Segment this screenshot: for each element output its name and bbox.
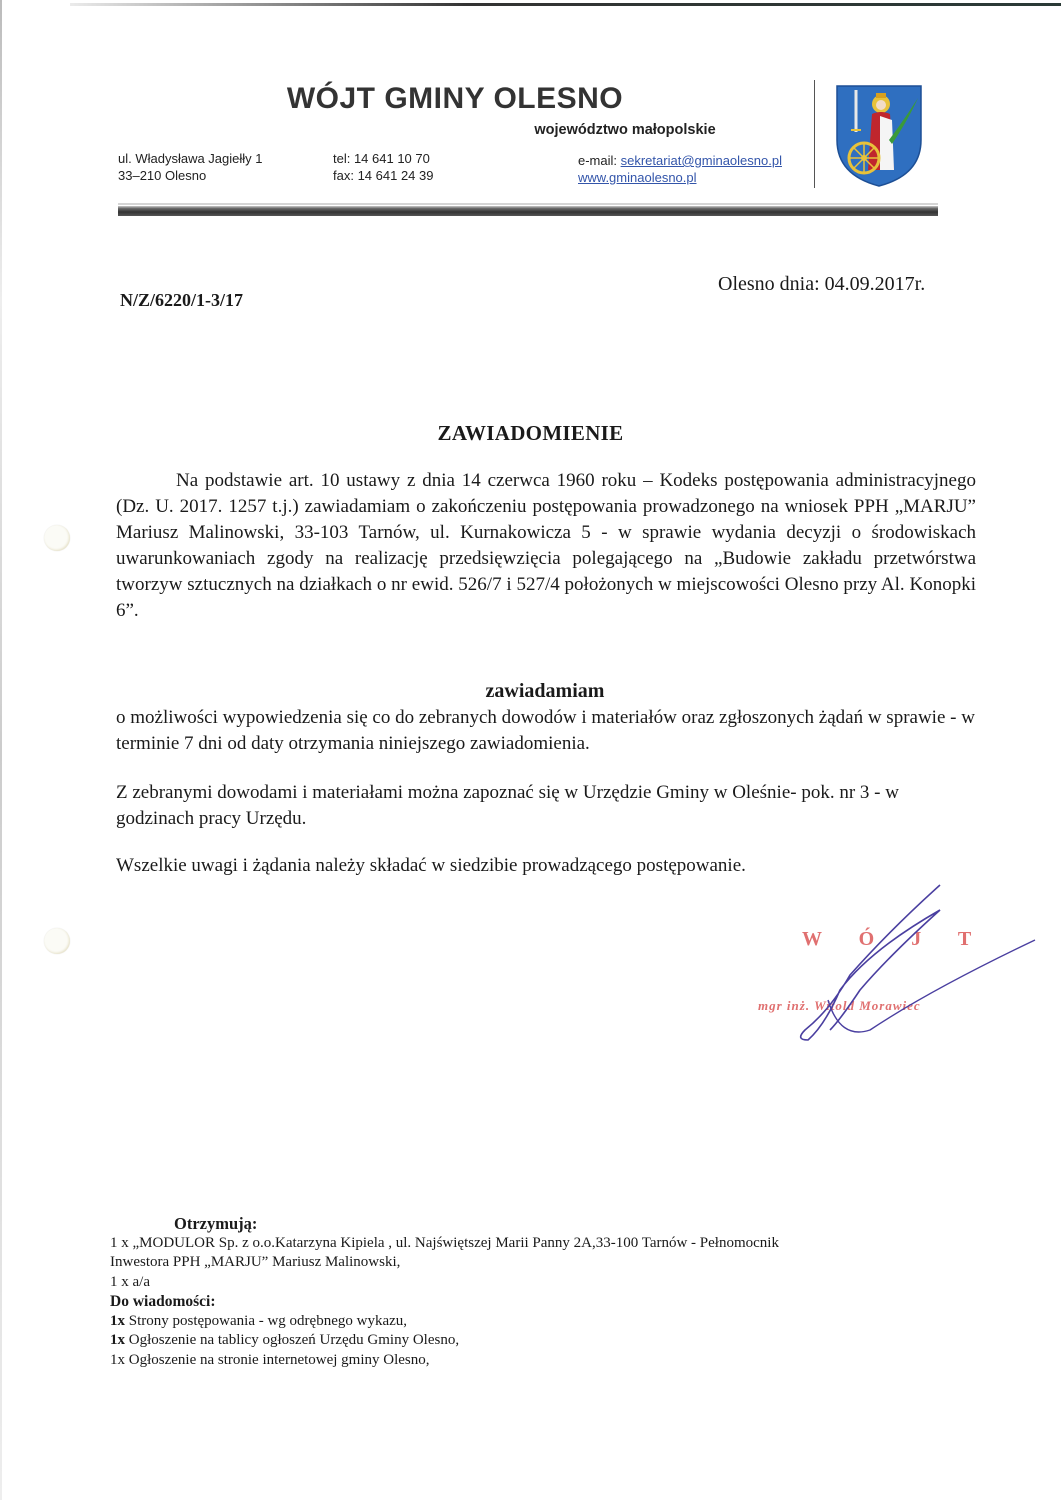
letterhead-rule-thin <box>118 203 938 205</box>
fax-number: fax: 14 641 24 39 <box>333 168 434 183</box>
section-heading: zawiadamiam <box>485 680 605 702</box>
info-item <box>110 1351 779 1371</box>
email-label: e-mail: <box>578 153 621 168</box>
stamp-name: mgr inż. Witold Morawiec <box>758 998 921 1013</box>
info-item <box>110 1331 779 1351</box>
info-count: 1x <box>110 1312 125 1329</box>
paragraph-text: Wszelkie uwagi i żądania należy składać w siedzibie prowadzącego postępowanie. <box>116 855 746 876</box>
body-paragraph-1 <box>116 468 976 624</box>
letterhead-phone <box>333 150 433 184</box>
signature-block <box>750 880 1040 1050</box>
recipient-item: Inwestora PPH „MARJU” Mariusz Malinowski, <box>110 1254 401 1270</box>
reference-number: N/Z/6220/1-3/17 <box>120 290 244 310</box>
address-street: ul. Władysława Jagiełły 1 <box>118 151 263 166</box>
letterhead-address <box>118 150 263 184</box>
recipient-item: 1 x a/a <box>110 1273 150 1290</box>
website-link[interactable]: www.gminaolesno.pl <box>578 170 697 185</box>
email-link[interactable]: sekretariat@gminaolesno.pl <box>620 153 782 168</box>
body-paragraph-3 <box>116 780 976 832</box>
header-separator <box>814 80 815 188</box>
letterhead-contact <box>578 152 782 186</box>
scan-top-edge <box>70 3 1061 6</box>
info-count: 1x <box>110 1351 125 1368</box>
letterhead-subtitle: województwo małopolskie <box>534 122 716 138</box>
info-heading: Do wiadomości: <box>110 1293 216 1310</box>
info-count: 1x <box>110 1332 125 1348</box>
document-title: ZAWIADOMIENIE <box>437 421 624 445</box>
info-text: Ogłoszenie na stronie internetowej gminy Olesno, <box>125 1351 430 1368</box>
letterhead-title: WÓJT GMINY OLESNO <box>286 82 624 115</box>
recipients-list <box>110 1214 779 1370</box>
paragraph-text: Z zebranymi dowodami i materiałami można zapoznać się w Urzędzie Gminy w Oleśnie- pok. nr 3 - w godzinach pracy Urzędu. <box>116 782 899 829</box>
paragraph-text: Na podstawie art. 10 ustawy z dnia 14 czerwca 1960 roku – Kodeks postępowania administracyjnego (Dz. U. 2017. 1257 t.j.) zawiadamiam o zakończeniu postępowania prowadzonego na wniosek PPH „MARJU” Mariusz Malinowski, 33-103 Tarnów, ul. Kurnakowicza 5 - w sprawie wydania decyzji o środowiskach uwarunkowaniach zgody na realizację przedsięwzięcia polegającego na „Budowie zakładu przetwórstwa tworzyw sztucznych na działkach o nr ewid. 526/7 i 527/4 położonych w miejscowości Olesno przy Al. Konopki 6”. <box>116 470 976 621</box>
coat-of-arms-icon <box>834 80 924 188</box>
handwritten-signature-icon <box>750 880 1040 1050</box>
info-text: Ogłoszenie na tablicy ogłoszeń Urzędu Gminy Olesno, <box>125 1332 460 1348</box>
stamp-title: W Ó J T <box>802 928 988 950</box>
body-paragraph-4 <box>116 853 976 879</box>
punch-hole-top <box>44 525 70 551</box>
address-city: 33–210 Olesno <box>118 168 207 183</box>
phone-number: tel: 14 641 10 70 <box>333 151 430 166</box>
recipients-heading: Otrzymują: <box>174 1214 258 1233</box>
document-date: Olesno dnia: 04.09.2017r. <box>718 273 926 295</box>
info-item <box>110 1312 779 1332</box>
info-text: Strony postępowania - wg odrębnego wykazu, <box>125 1312 408 1329</box>
paragraph-text: o możliwości wypowiedzenia się co do zebranych dowodów i materiałów oraz zgłoszonych żądań w sprawie - w terminie 7 dni od daty otrzymania niniejszego zawiadomienia. <box>116 707 975 754</box>
punch-hole-bottom <box>44 928 70 954</box>
body-paragraph-2 <box>116 705 976 757</box>
letterhead-rule <box>118 206 938 216</box>
scan-left-edge <box>0 0 2 1500</box>
recipient-item: 1 x „MODULOR Sp. z o.o.Katarzyna Kipiela , ul. Najświętszej Marii Panny 2A,33-100 Tarnów - Pełnomocnik <box>110 1234 779 1251</box>
